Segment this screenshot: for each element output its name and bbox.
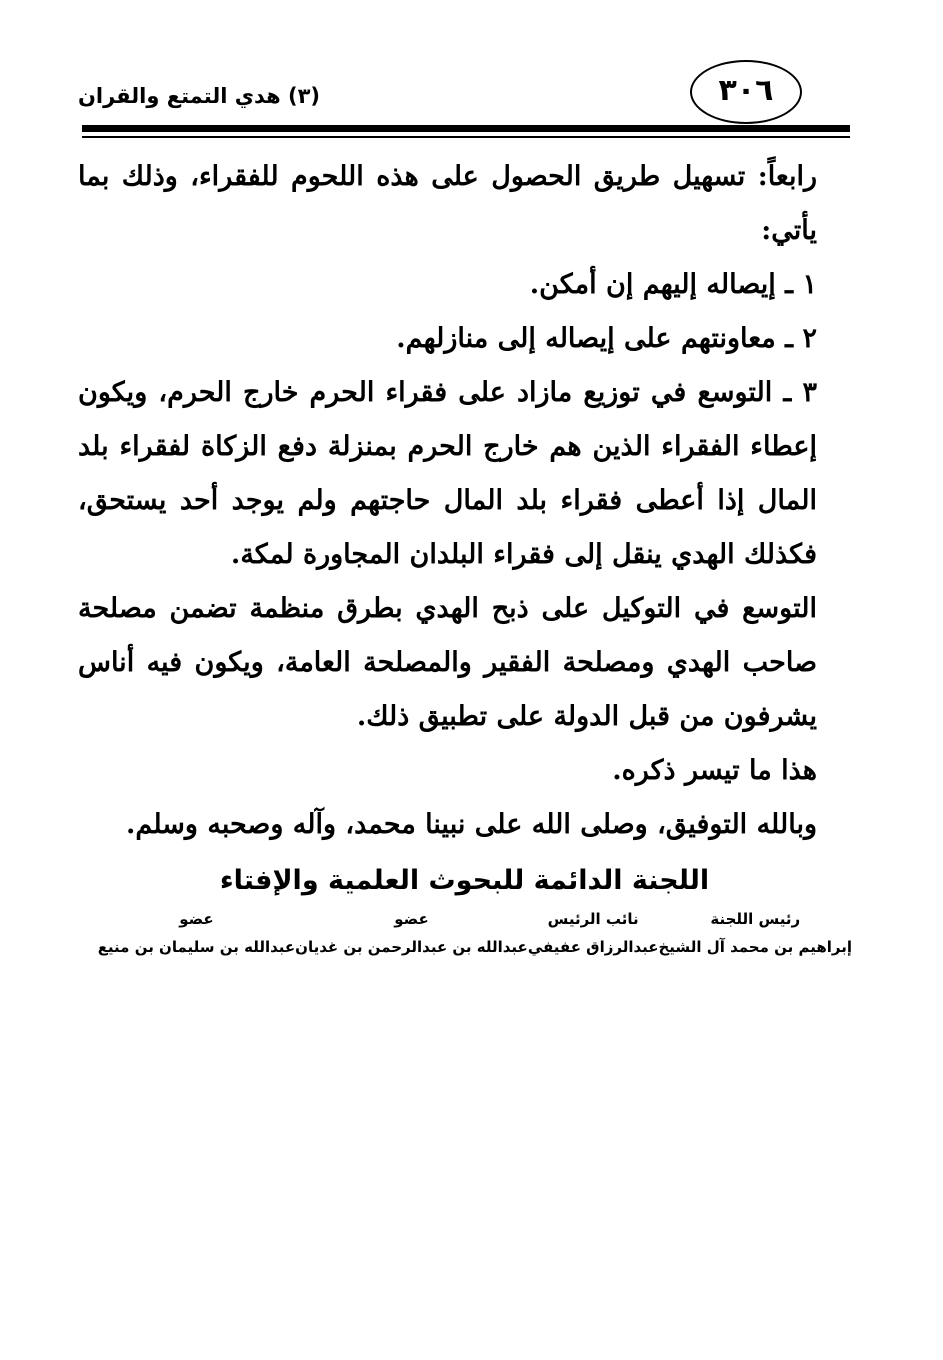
signature-name: إبراهيم بن محمد آل الشيخ — [658, 938, 852, 956]
main-text — [78, 150, 851, 908]
committee-heading: اللجنة الدائمة للبحوث العلمية والإفتاء — [219, 865, 710, 896]
list-item-3: ٣ ـ التوسع في توزيع مازاد على فقراء الحرم خارج الحرم، ويكون إعطاء الفقراء الذين هم خارج الحرم بمنزلة دفع الزكاة لفقراء بلد المال إذا أعطى فقراء بلد المال حاجتهم ولم يوجد أحد يستحق، فكذلك الهدي ينقل إلى فقراء البلدان المجاورة لمكة. — [78, 377, 817, 570]
paragraph-fourthly: رابعاً: تسهيل طريق الحصول على هذه اللحوم للفقراء، وذلك بما يأتي: — [78, 161, 817, 246]
signature-role: رئيس اللجنة — [710, 910, 801, 928]
signatures — [97, 905, 852, 961]
signature-member — [98, 905, 295, 961]
signature-name: عبدالرزاق عفيفي — [527, 938, 659, 956]
signature-member — [295, 905, 528, 961]
signature-role: عضو — [394, 910, 429, 928]
page-number: ٣٠٦ — [690, 60, 802, 124]
list-item-1: ١ ـ إيصاله إليهم إن أمكن. — [529, 269, 817, 300]
list-item-2: ٢ ـ معاونتهم على إيصاله إلى منازلهم. — [396, 323, 817, 354]
signature-vice-chairman — [528, 905, 659, 961]
signature-name: عبدالله بن عبدالرحمن بن غديان — [295, 938, 528, 956]
signature-chairman — [659, 905, 853, 961]
signature-role: عضو — [179, 910, 214, 928]
paragraph-delegation: التوسع في التوكيل على ذبح الهدي بطرق منظمة تضمن مصلحة صاحب الهدي ومصلحة الفقير والمصلحة العامة، ويكون فيه أناس يشرفون من قبل الدولة على تطبيق ذلك. — [78, 593, 817, 732]
header-rule-thin — [82, 136, 850, 138]
signature-name: عبدالله بن سليمان بن منيع — [97, 938, 296, 956]
paragraph-closing: هذا ما تيسر ذكره. — [612, 755, 817, 786]
header-rule — [82, 125, 850, 132]
running-title: (٣) هدي التمتع والقران — [78, 84, 320, 108]
signature-role: نائب الرئيس — [547, 910, 639, 928]
paragraph-salutation: وبالله التوفيق، وصلى الله على نبينا محمد، وآله وصحبه وسلم. — [125, 809, 817, 840]
